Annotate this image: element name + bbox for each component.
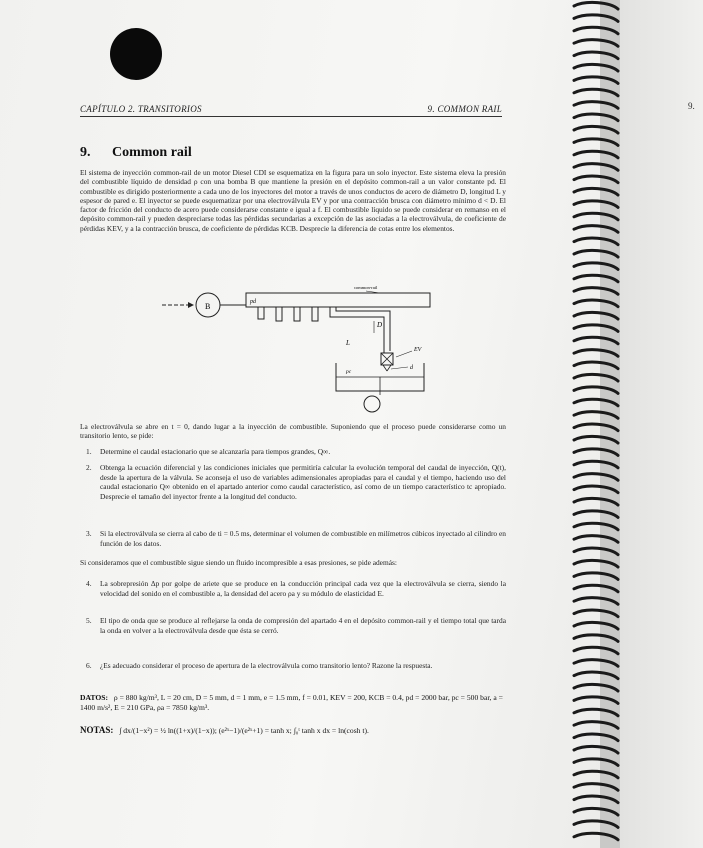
binding-coil [574, 573, 618, 580]
list-item: 3. Si la electroválvula se cierra al cabo de ti = 0.5 ms, determinar el volumen de combustible en milímetros cúbicos inyectado al cilindro en función de los datos. [86, 529, 506, 548]
section-title-text: Common rail [112, 145, 192, 160]
binding-coil [574, 511, 618, 518]
binding-coil [574, 461, 618, 468]
binding-coil [574, 188, 618, 195]
binding-coil [574, 288, 618, 295]
binding-coil [574, 498, 618, 505]
header-section: 9. COMMON RAIL [427, 104, 502, 114]
injector-stubs [258, 307, 318, 321]
binding-coil [574, 337, 618, 344]
binding-coil [574, 796, 618, 803]
binding-coil [574, 164, 618, 171]
binding-coil [574, 126, 618, 133]
binding-coil [574, 424, 618, 431]
binding-coil [574, 486, 618, 493]
binding-coil [574, 151, 618, 158]
length-label: L [346, 339, 350, 347]
data-values: ρ = 880 kg/m³, L = 20 cm, D = 5 mm, d = 1 mm, e = 1.5 mm, f = 0.01, KEV = 200, KCB = 0.4, pd = 2000 bar, pc = 500 bar, a = 1400 m/s², E = 210 GPa, ρa = 7850 kg/m³. [80, 693, 503, 712]
binding-coil [574, 27, 618, 34]
binding-coil [574, 201, 618, 208]
binding-coil [574, 709, 618, 716]
binding-coil [574, 213, 618, 220]
binding-coil [574, 387, 618, 394]
punched-hole [110, 28, 162, 80]
pump-label: B [205, 302, 211, 311]
binding-coil [574, 722, 618, 729]
list-item: 6. ¿Es adecuado considerar el proceso de apertura de la electroválvula como transitorio lento? Razone la respuesta. [86, 661, 433, 670]
binding-coil [574, 548, 618, 555]
context-paragraph: La electroválvula se abre en t = 0, dando lugar a la inyección de combustible. Suponiendo que el proceso puede considerarse como un transitorio lento, se pide: [80, 422, 506, 441]
binding-coil [574, 77, 618, 84]
next-page-edge [620, 0, 703, 848]
binding-coil [574, 672, 618, 679]
binding-coil [574, 64, 618, 71]
binding-coil [574, 300, 618, 307]
next-page-number: 9. [688, 101, 695, 111]
middle-statement: Si consideramos que el combustible sigue siendo un fluido incompresible a esas presiones, se pide además: [80, 558, 397, 567]
spiral-binding [566, 0, 626, 848]
binding-coil [574, 312, 618, 319]
binding-coil [574, 139, 618, 146]
rail-label: common-rail [354, 285, 378, 290]
supply-pipe-outer [330, 307, 384, 353]
binding-coil [574, 660, 618, 667]
binding-coil [574, 560, 618, 567]
binding-coil [574, 759, 618, 766]
binding-coil [574, 746, 618, 753]
binding-coil [574, 523, 618, 530]
cylinder-pressure-label: pc [346, 369, 352, 375]
valve-label: EV [414, 347, 422, 353]
binding-coil [574, 89, 618, 96]
list-item: 4. La sobrepresión Δp por golpe de ariete que se produce en la conducción principal cada vez que la electroválvula se cierra, siendo la velocidad del sonido en el combustible a, la densidad del acero ρa y su módulo de elasticidad E. [86, 579, 506, 598]
binding-coil [574, 697, 618, 704]
binding-coil [574, 362, 618, 369]
binding-coil [574, 15, 618, 22]
crank-circle [364, 396, 380, 412]
binding-coil [574, 821, 618, 828]
binding-coil [574, 238, 618, 245]
list-item: 1. Determine el caudal estacionario que se alcanzaría para tiempos grandes, Q∞. [86, 447, 331, 456]
binding-coil [574, 585, 618, 592]
nozzle-label: d [410, 365, 413, 371]
binding-coil [574, 2, 618, 9]
list-item: 2. Obtenga la ecuación diferencial y las condiciones iniciales que permitiría calcular la evolución temporal del caudal de inyección, Q(t), desde la apertura de la válvula. Se aconseja el uso de variables adimensionales apropiadas para el caudal y el tiempo, haciendo uso del caudal estacionario Q∞ obtenido en el apartado anterior como caudal característico, así como de un tiempo característico tc apropiado. Desprecie el tamaño del inyector frente a la longitud del conducto. [86, 463, 506, 501]
binding-coil [574, 647, 618, 654]
common-rail-diagram [160, 283, 450, 416]
list-item: 5. El tipo de onda que se produce al reflejarse la onda de compresión del apartado 4 en el depósito common-rail y el tiempo total que tarda la onda en volver a la electroválvula desde que ésta se cerró. [86, 616, 506, 635]
binding-coil [574, 784, 618, 791]
binding-coil [574, 350, 618, 357]
binding-coil [574, 52, 618, 59]
binding-coil [574, 250, 618, 257]
binding-coil [574, 536, 618, 543]
binding-coil [574, 226, 618, 233]
binding-coil [574, 610, 618, 617]
section-title [80, 145, 192, 161]
binding-coil [574, 40, 618, 47]
rail-pressure-label: pd [250, 299, 256, 305]
binding-coil [574, 374, 618, 381]
binding-coil [574, 598, 618, 605]
binding-coil [574, 114, 618, 121]
binding-coil [574, 622, 618, 629]
binding-coil [574, 436, 618, 443]
binding-coil [574, 734, 618, 741]
header-chapter: CAPÍTULO 2. TRANSITORIOS [80, 104, 202, 114]
valve-leader [396, 351, 412, 357]
binding-coil [574, 176, 618, 183]
problem-statement: El sistema de inyección common-rail de un motor Diesel CDI se esquematiza en la figura para un solo inyector. Este sistema eleva la presión del combustible líquido de densidad ρ con una bomba B que mantiene la presión en el depósito common-rail a un valor constante pd. El combustible es dirigido posteriormente a cada uno de los inyectores del motor a través de unos conductos de acero de diámetro D, longitud L y espesor de pared e. El inyector se puede esquematizar por una electroválvula EV y por una contracción brusca con diámetro mínimo d < D. El factor de fricción del conducto de acero puede considerarse constante e igual a f. El combustible líquido se puede considerar en remanso en el depósito common-rail y pueden despreciarse todas las pérdidas secundarias a excepción de las asociadas a la electroválvula, de coeficiente de pérdidas KEV, y a la contracción brusca, de coeficiente de pérdidas KCB. Desprecie la diferencia de cotas entre los elementos. [80, 168, 506, 233]
notes-formulas: ∫ dx/(1−x²) = ½ ln((1+x)/(1−x)); (e²ˣ−1)/(e²ˣ+1) = tanh x; ∫₀ᵗ tanh x dx = ln(cosh t). [119, 726, 369, 735]
diameter-label: D [377, 321, 383, 329]
data-block [80, 693, 506, 713]
notes-block [80, 725, 506, 735]
notes-label: NOTAS: [80, 725, 114, 735]
binding-coil [574, 684, 618, 691]
binding-coil [574, 449, 618, 456]
nozzle-leader [391, 367, 408, 369]
section-number: 9. [80, 145, 91, 160]
binding-coil [574, 412, 618, 419]
binding-coil [574, 771, 618, 778]
nozzle-contraction [383, 365, 391, 371]
binding-coil [574, 808, 618, 815]
electrovalve-cross [381, 353, 393, 365]
inlet-arrow-head [188, 302, 194, 308]
binding-coil [574, 263, 618, 270]
binding-coil [574, 833, 618, 840]
supply-pipe-inner [336, 307, 390, 351]
rail-reservoir [246, 293, 430, 307]
binding-coil [574, 102, 618, 109]
binding-coil [574, 399, 618, 406]
data-label: DATOS: [80, 693, 108, 702]
binding-coil [574, 275, 618, 282]
running-header [80, 104, 502, 117]
binding-coil [574, 474, 618, 481]
binding-coil [574, 635, 618, 642]
binding-coil [574, 325, 618, 332]
